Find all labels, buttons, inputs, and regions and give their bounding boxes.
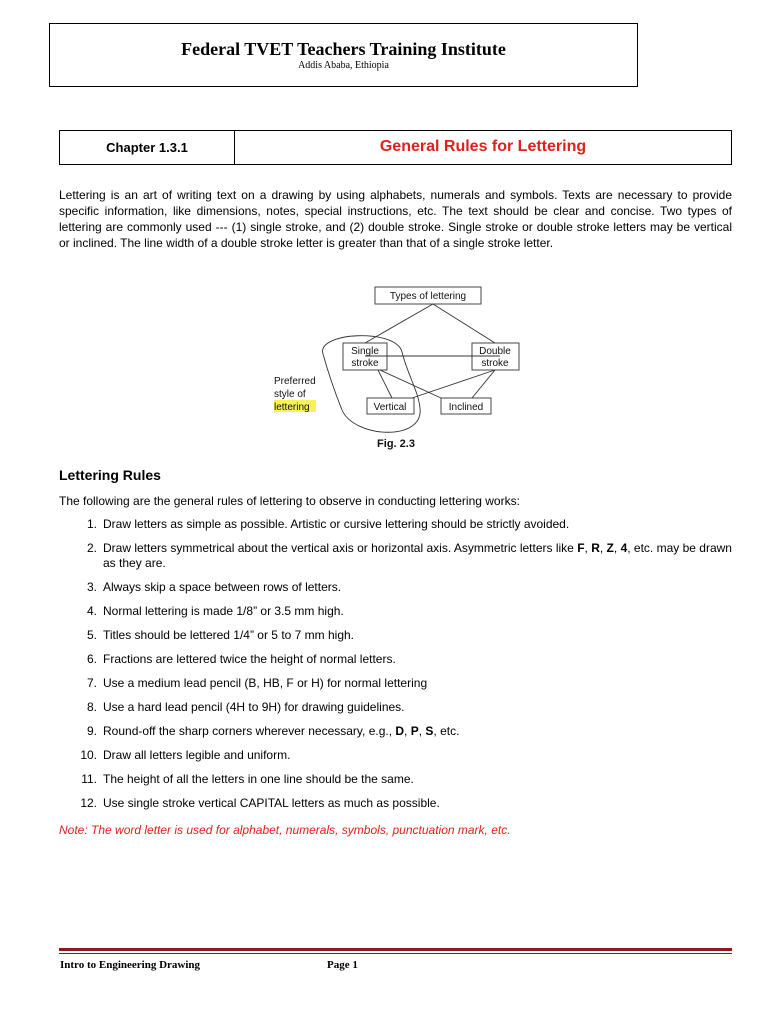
rule-item xyxy=(59,541,732,571)
rule-number: 7. xyxy=(86,676,97,690)
rule-number: 3. xyxy=(86,580,97,594)
types-of-lettering-figure xyxy=(268,282,528,454)
rules-intro: The following are the general rules of lettering to observe in conducting lettering works: xyxy=(59,494,520,508)
institute-title: Federal TVET Teachers Training Institute xyxy=(181,39,506,59)
rule-item xyxy=(59,772,732,787)
double-label-1: Double xyxy=(479,346,511,357)
rules-list xyxy=(59,517,732,820)
rule-item xyxy=(59,517,732,532)
institute-header xyxy=(49,23,638,87)
rule-number: 8. xyxy=(86,700,97,714)
footer-rule xyxy=(59,948,732,951)
chapter-number: Chapter 1.3.1 xyxy=(60,131,235,164)
rule-text: Use a hard lead pencil (4H to 9H) for drawing guidelines. xyxy=(103,700,405,714)
rule-item xyxy=(59,604,732,619)
single-label-2: stroke xyxy=(351,358,379,369)
types-label: Types of lettering xyxy=(389,291,467,302)
section-heading: Lettering Rules xyxy=(59,467,161,483)
rule-number: 10. xyxy=(80,748,97,762)
footer-course-title: Intro to Engineering Drawing xyxy=(60,959,201,971)
rule-text: Use a medium lead pencil (B, HB, F or H) for normal lettering xyxy=(103,676,428,690)
rule-item xyxy=(59,652,732,667)
rule-number: 12. xyxy=(80,796,97,810)
connector-line xyxy=(433,304,495,343)
rule-text: The height of all the letters in one line should be the same. xyxy=(103,772,414,786)
inclined-label: Inclined xyxy=(448,402,484,413)
rule-text: Draw letters as simple as possible. Artistic or cursive lettering should be strictly avoided. xyxy=(103,517,570,531)
double-label-2: stroke xyxy=(481,358,509,369)
footer-rule xyxy=(59,953,732,954)
rule-item xyxy=(59,724,732,739)
rule-text: Fractions are lettered twice the height of normal letters. xyxy=(103,652,396,666)
rule-item xyxy=(59,748,732,763)
rule-item xyxy=(59,580,732,595)
rule-text: Round-off the sharp corners wherever necessary, e.g., D, P, S, etc. xyxy=(103,724,460,738)
rule-text: Normal lettering is made 1/8” or 3.5 mm high. xyxy=(103,604,344,618)
rule-item xyxy=(59,700,732,715)
intro-paragraph: Lettering is an art of writing text on a drawing by using alphabets, numerals and symbols. Texts are necessary to provide specific information, like dimensions, notes, special instructions, etc. The text should be clear and concise. Two types of lettering are commonly used --- (1) single stroke, and (2) double stroke. Single stroke or double stroke letters may be vertical or inclined. The line width of a double stroke letter is greater than that of a single stroke letter. xyxy=(59,188,732,250)
footer-page-number: Page 1 xyxy=(327,959,358,971)
rule-item xyxy=(59,796,732,811)
rule-number: 11. xyxy=(81,772,97,786)
rule-number: 1. xyxy=(86,517,97,531)
connector-line xyxy=(412,370,495,398)
chapter-title: General Rules for Lettering xyxy=(379,137,587,155)
rule-text: Draw all letters legible and uniform. xyxy=(103,748,291,762)
note: Note: The word letter is used for alphabet, numerals, symbols, punctuation mark, etc. xyxy=(59,823,511,837)
chapter-banner xyxy=(59,130,732,165)
rule-number: 5. xyxy=(86,628,97,642)
rule-item xyxy=(59,676,732,691)
rule-text: Always skip a space between rows of letters. xyxy=(103,580,342,594)
rule-text: Titles should be lettered 1/4” or 5 to 7 mm high. xyxy=(103,628,355,642)
rule-number: 6. xyxy=(86,652,97,666)
single-label-1: Single xyxy=(351,346,379,357)
preferred-label-1: Preferred xyxy=(274,376,316,387)
connector-line xyxy=(365,304,433,343)
rule-text: Draw letters symmetrical about the vertical axis or horizontal axis. Asymmetric letters like F, R, Z, 4, etc. may be drawn as they are. xyxy=(103,541,732,570)
rule-item xyxy=(59,628,732,643)
connector-line xyxy=(380,370,441,398)
institute-location: Addis Ababa, Ethiopia xyxy=(298,60,389,71)
rule-number: 4. xyxy=(86,604,97,618)
preferred-label-3: lettering xyxy=(274,402,310,413)
rule-text: Use single stroke vertical CAPITAL letters as much as possible. xyxy=(103,796,440,810)
rule-number: 9. xyxy=(86,724,97,738)
vertical-label: Vertical xyxy=(373,402,407,413)
rule-number: 2. xyxy=(86,541,97,555)
preferred-label-2: style of xyxy=(274,389,306,400)
figure-caption: Fig. 2.3 xyxy=(377,438,415,450)
